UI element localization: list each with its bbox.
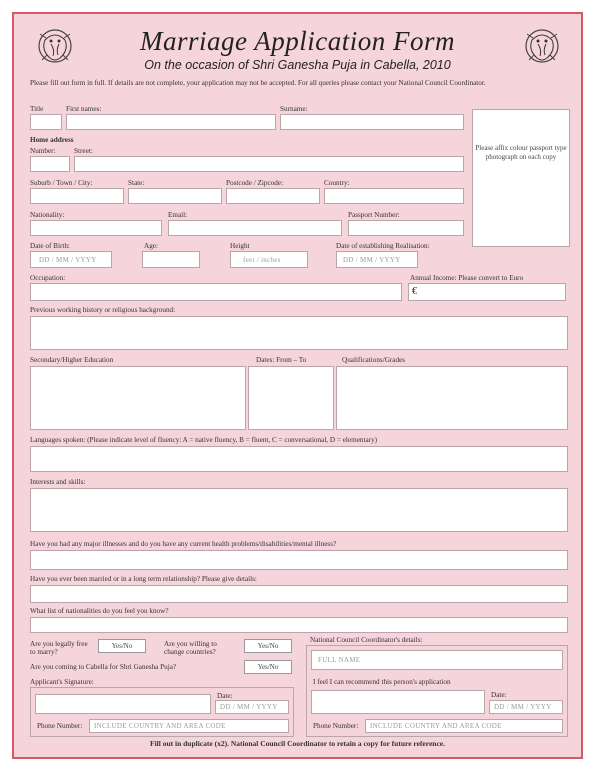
- passport-label: Passport Number:: [348, 211, 400, 219]
- legally-free-yes-no-button[interactable]: Yes/No: [98, 639, 146, 653]
- passport-field[interactable]: [348, 220, 464, 236]
- ncc-date-field[interactable]: [489, 700, 563, 714]
- email-field[interactable]: [168, 220, 342, 236]
- form-subtitle: On the occasion of Shri Ganesha Puja in Cabella, 2010: [144, 58, 451, 72]
- languages-label: Languages spoken: (Please indicate level of fluency: A = native fluency, B = fluent, C = conversational, D = elementary): [30, 436, 378, 444]
- dob-field[interactable]: [30, 251, 112, 268]
- email-label: Email:: [168, 211, 188, 219]
- change-countries-yes-no-button[interactable]: Yes/No: [244, 639, 292, 653]
- ncc-details-panel: [306, 645, 568, 737]
- applicant-phone-field[interactable]: [89, 719, 289, 733]
- euro-symbol: €: [412, 286, 417, 297]
- qualifications-field[interactable]: [336, 366, 568, 430]
- form-title: Marriage Application Form: [140, 26, 455, 56]
- age-label: Age:: [144, 242, 158, 250]
- interests-label: Interests and skills:: [30, 478, 86, 486]
- married-before-label: Have you ever been married or in a long term relationship? Please give details:: [30, 575, 257, 583]
- interests-field[interactable]: [30, 488, 568, 532]
- number-field[interactable]: [30, 156, 70, 172]
- country-field[interactable]: [324, 188, 464, 204]
- occupation-label: Occupation:: [30, 274, 66, 282]
- languages-field[interactable]: [30, 446, 568, 472]
- ncc-date-label: Date:: [491, 691, 507, 699]
- nationalities-field[interactable]: [30, 617, 568, 633]
- education-field[interactable]: [30, 366, 246, 430]
- height-field[interactable]: [230, 251, 308, 268]
- state-field[interactable]: [128, 188, 222, 204]
- form-intro: Please fill out form in full. If details are not complete, your application may not be accepted. For all queries please contact your National Council Coordinator.: [30, 79, 486, 87]
- change-countries-label: Are you willing to change countries?: [164, 640, 217, 656]
- applicant-phone-placeholder: INCLUDE COUNTRY AND AREA CODE: [94, 722, 226, 730]
- illnesses-field[interactable]: [30, 550, 568, 570]
- age-field[interactable]: [142, 251, 200, 268]
- photo-instructions: Please affix colour passport type photograph on each copy: [475, 144, 567, 161]
- applicant-signature-field[interactable]: [35, 694, 211, 714]
- applicant-signature-panel: [30, 687, 294, 737]
- dob-label: Date of Birth:: [30, 242, 70, 250]
- street-field[interactable]: [74, 156, 464, 172]
- title-field[interactable]: [30, 114, 62, 130]
- ncc-phone-placeholder: INCLUDE COUNTRY AND AREA CODE: [370, 722, 502, 730]
- nationality-field[interactable]: [30, 220, 162, 236]
- work-history-field[interactable]: [30, 316, 568, 350]
- ncc-phone-label: Phone Number:: [313, 722, 359, 730]
- occupation-field[interactable]: [30, 283, 402, 301]
- applicant-signature-label: Applicant's Signature:: [30, 678, 94, 686]
- nationality-label: Nationality:: [30, 211, 65, 219]
- ncc-full-name-field[interactable]: [311, 650, 563, 670]
- surname-label: Surname:: [280, 105, 308, 113]
- work-history-label: Previous working history or religious background:: [30, 306, 176, 314]
- home-address-heading: Home address: [30, 136, 74, 144]
- dob-placeholder: DD / MM / YYYY: [39, 256, 97, 264]
- ncc-full-name-placeholder: FULL NAME: [318, 656, 361, 664]
- ncc-recommend-label: I feel I can recommend this person's application: [313, 678, 451, 686]
- form-footer: Fill out in duplicate (x2). National Council Coordinator to retain a copy for future reference.: [150, 739, 445, 748]
- realisation-date-placeholder: DD / MM / YYYY: [343, 256, 401, 264]
- surname-field[interactable]: [280, 114, 464, 130]
- form-page: [12, 12, 583, 759]
- realisation-date-label: Date of establishing Realisation:: [336, 242, 430, 250]
- height-placeholder: feet / inches: [243, 256, 281, 264]
- applicant-date-field[interactable]: [215, 700, 289, 714]
- education-label: Secondary/Higher Education: [30, 356, 114, 364]
- first-names-label: First names:: [66, 105, 102, 113]
- ncc-date-placeholder: DD / MM / YYYY: [494, 703, 552, 711]
- suburb-label: Suburb / Town / City:: [30, 179, 93, 187]
- coming-cabella-yes-no-button[interactable]: Yes/No: [244, 660, 292, 674]
- dates-label: Dates: From – To: [256, 356, 307, 364]
- state-label: State:: [128, 179, 145, 187]
- legally-free-label: Are you legally free to marry?: [30, 640, 88, 656]
- coming-cabella-label: Are you coming to Cabella for Shri Ganesha Puja?: [30, 663, 177, 671]
- first-names-field[interactable]: [66, 114, 276, 130]
- postcode-label: Postcode / Zipcode:: [226, 179, 284, 187]
- street-label: Street:: [74, 147, 93, 155]
- married-before-field[interactable]: [30, 585, 568, 603]
- country-label: Country:: [324, 179, 350, 187]
- suburb-field[interactable]: [30, 188, 124, 204]
- realisation-date-field[interactable]: [336, 251, 418, 268]
- annual-income-field[interactable]: [408, 283, 566, 301]
- height-label: Height: [230, 242, 250, 250]
- ncc-phone-field[interactable]: [365, 719, 563, 733]
- illnesses-label: Have you had any major illnesses and do you have any current health problems/disabilities/mental illness?: [30, 540, 337, 548]
- annual-income-label: Annual Income: Please convert to Euro: [410, 274, 524, 282]
- applicant-phone-label: Phone Number:: [37, 722, 83, 730]
- number-label: Number:: [30, 147, 56, 155]
- nationalities-label: What list of nationalities do you feel you know?: [30, 607, 169, 615]
- title-label: Title: [30, 105, 44, 113]
- ncc-signature-field[interactable]: [311, 690, 485, 714]
- ncc-details-label: National Council Coordinator's details:: [310, 636, 423, 644]
- photo-box[interactable]: [472, 109, 570, 247]
- qualifications-label: Qualifications/Grades: [342, 356, 406, 364]
- applicant-date-placeholder: DD / MM / YYYY: [220, 703, 278, 711]
- dates-field[interactable]: [248, 366, 334, 430]
- postcode-field[interactable]: [226, 188, 320, 204]
- applicant-date-label: Date:: [217, 692, 233, 700]
